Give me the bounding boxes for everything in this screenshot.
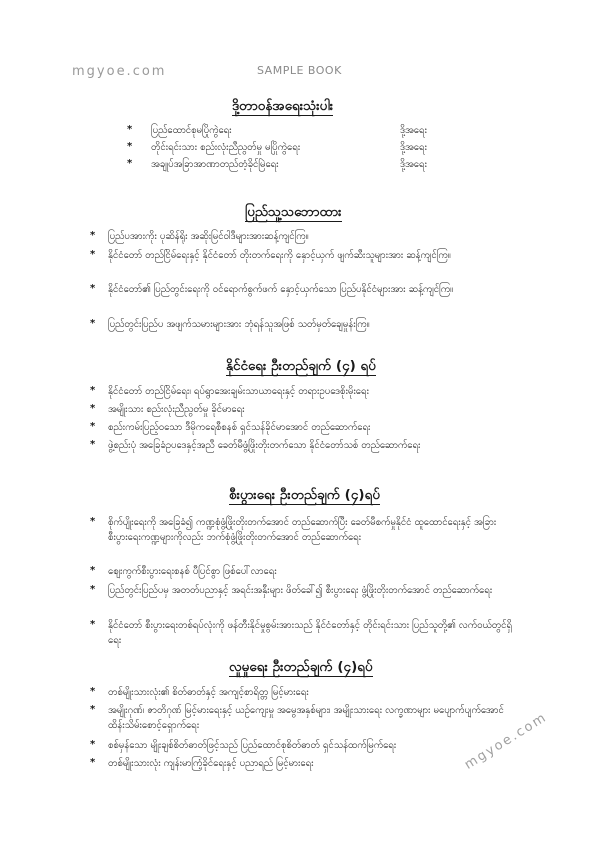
section-title: ပြည်သူ့သဘောထား bbox=[245, 204, 342, 220]
bullet-icon: * bbox=[90, 619, 96, 630]
list-item: ပြည်တွင်းပြည်ပမှ အတတ်ပညာနှင့် အရင်းအနှီးများ ဖိတ်ခေါ်၍ စီးပွားရေး ဖွံ့ဖြိုးတိုးတက်အောင် တည်ဆောက်ရေး bbox=[108, 585, 493, 596]
bullet-icon: * bbox=[90, 421, 96, 432]
bullet-icon: * bbox=[90, 283, 96, 294]
bullet-icon: * bbox=[127, 141, 133, 152]
list-item: ဈေးကွက်စီးပွားရေးစနစ် ပီပြင်စွာ ဖြစ်ပေါ်လာရေး bbox=[108, 566, 277, 577]
list-item-text: ပြည်ထောင်စုမပြိုကွဲရေး bbox=[151, 125, 232, 136]
list-item-right: ဒို့အရေး bbox=[400, 125, 427, 136]
sample-label: SAMPLE BOOK bbox=[257, 64, 342, 77]
section-title: နိုင်ငံရေး ဦးတည်ချက် (၄) ရပ် bbox=[226, 358, 376, 374]
section-title: ဒို့တာဝန်အရေးသုံးပါး bbox=[232, 98, 334, 114]
list-item: နိုင်ငံတော် တည်ငြိမ်ရေးနှင့် နိုင်ငံတော် တိုးတက်ရေးကို နှောင့်ယှက် ဖျက်ဆီးသူများအား ဆန့်ကျင်ကြ။ bbox=[108, 250, 451, 261]
watermark-diagonal: mgyoe.com bbox=[462, 709, 551, 773]
list-item: နိုင်ငံတော် စီးပွားရေးတစ်ရပ်လုံးကို ဖန်တီးနိုင်မှုစွမ်းအားသည် နိုင်ငံတော်နှင့် တိုင်းရင်းသား ပြည်သူတို့၏ လက်ဝယ်တွင်ရှိရေး bbox=[108, 620, 512, 646]
bullet-icon: * bbox=[90, 516, 96, 527]
bullet-icon: * bbox=[90, 704, 96, 715]
list-item: အမျိုးသား စည်းလုံးညီညွတ်မှု ခိုင်မာရေး bbox=[108, 404, 245, 415]
bullet-icon: * bbox=[90, 739, 96, 750]
list-item: စည်းကမ်းပြည့်ဝသော ဒီမိုကရေစီစနစ် ရှင်သန်ခိုင်မာအောင် တည်ဆောက်ရေး bbox=[108, 422, 371, 433]
list-item: စိုက်ပျိုးရေးကို အခြေခံ၍ ကဏ္ဍစုံဖွံ့ဖြိုးတိုးတက်အောင် တည်ဆောက်ပြီး ခေတ်မီစက်မှုနိုင်ငံ ထူထောင်ရေးနှင့် အခြားစီးပွားရေးကဏ္ဍများကိုလည်း ဘက်စုံဖွံ့ဖြိုးတိုးတက်အောင် တည်ဆောက်ရေး bbox=[108, 517, 497, 543]
section-title: လူမှုရေး ဦးတည်ချက် (၄)ရပ် bbox=[229, 659, 373, 675]
bullet-icon: * bbox=[90, 230, 96, 241]
bullet-icon: * bbox=[90, 584, 96, 595]
list-item: စစ်မှန်သော မျိုးချစ်စိတ်ဓာတ်ဖြင့်သည် ပြည်ထောင်စုစိတ်ဓာတ် ရှင်သန်ထက်မြက်ရေး bbox=[108, 740, 397, 751]
bullet-icon: * bbox=[90, 403, 96, 414]
bullet-icon: * bbox=[90, 249, 96, 260]
list-item: တစ်မျိုးသားလုံး ကျန်းမာကြံ့ခိုင်ရေးနှင့် ပညာရည် မြင့်မားရေး bbox=[108, 758, 314, 769]
section-title: စီးပွားရေး ဦးတည်ချက် (၄)ရပ် bbox=[229, 487, 381, 503]
list-item: တစ်မျိုးသားလုံး၏ စိတ်ဓာတ်နှင့် အကျင့်စာရိတ္တ မြင့်မားရေး bbox=[108, 687, 309, 698]
bullet-icon: * bbox=[90, 686, 96, 697]
list-item: အမျိုးဂုဏ်၊ ဇာတိဂုဏ် မြင့်မားရေးနှင့် ယဉ်ကျေးမှု အမွေအနှစ်များ၊ အမျိုးသားရေး လက္ခဏာများ မပျောက်ပျက်အောင် ထိန်းသိမ်းစောင့်ရှောက်ရေး bbox=[108, 705, 504, 731]
bullet-icon: * bbox=[127, 124, 133, 135]
bullet-icon: * bbox=[127, 158, 133, 169]
list-item: နိုင်ငံတော် တည်ငြိမ်ရေး၊ ရပ်ရွာအေးချမ်းသာယာရေးနှင့် တရားဥပဒေစိုးမိုးရေး bbox=[108, 386, 369, 397]
bullet-icon: * bbox=[90, 318, 96, 329]
list-item-text: အချုပ်အခြာအာဏာတည်တံ့ခိုင်မြဲရေး bbox=[151, 159, 279, 170]
bullet-icon: * bbox=[90, 385, 96, 396]
bullet-icon: * bbox=[90, 757, 96, 768]
list-item: ပြည်ပအားကိုး ပုဆိန်ရိုး အဆိုးမြင်ဝါဒီများအားဆန့်ကျင်ကြ။ bbox=[108, 231, 309, 242]
list-item: ပြည်တွင်းပြည်ပ အဖျက်သမားများအား ဘုံရန်သူအဖြစ် သတ်မှတ်ချေမှုန်းကြ။ bbox=[108, 319, 370, 330]
list-item-text: တိုင်းရင်းသား စည်းလုံးညီညွတ်မှု မပြိုကွဲရေး bbox=[151, 142, 301, 153]
bullet-icon: * bbox=[90, 565, 96, 576]
list-item: နိုင်ငံတော်၏ ပြည်တွင်းရေးကို ဝင်ရောက်စွက်ဖက် နှောင့်ယှက်သော ပြည်ပနိုင်ငံများအား ဆန့်ကျင်ကြ။ bbox=[108, 284, 454, 295]
list-item-right: ဒို့အရေး bbox=[400, 159, 427, 170]
list-item-right: ဒို့အရေး bbox=[400, 142, 427, 153]
bullet-icon: * bbox=[90, 439, 96, 450]
list-item: ဖွဲ့စည်းပုံ အခြေခံဥပဒေနှင့်အညီ ခေတ်မီဖွံ့ဖြိုးတိုးတက်သော နိုင်ငံတော်သစ် တည်ဆောက်ရေး bbox=[108, 440, 421, 451]
watermark-top: mgyoe.com bbox=[72, 64, 167, 79]
